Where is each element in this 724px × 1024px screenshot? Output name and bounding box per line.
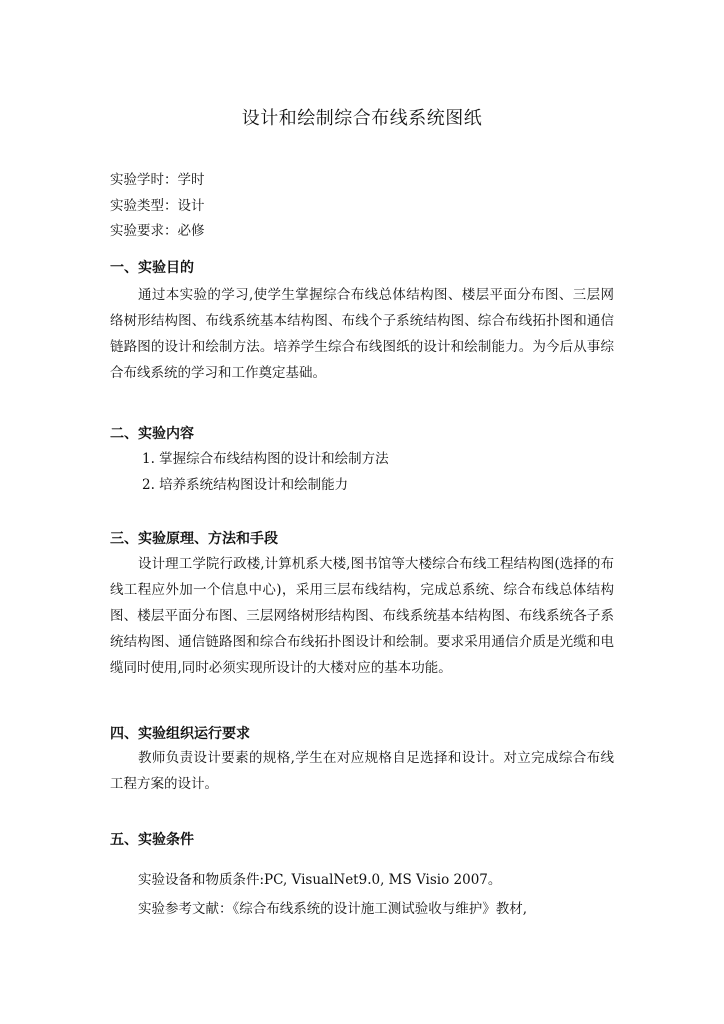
meta-type: 实验类型：设计 [110,198,205,214]
content-item-2: 2. 培养系统结构图设计和绘制能力 [142,477,349,493]
content-item-1: 1. 掌握综合布线结构图的设计和绘制方法 [142,451,389,467]
section-paragraph-principle: 设计理工学院行政楼,计算机系大楼,图书馆等大楼综合布线工程结构图(选择的布线工程应外加一个信息中心)，采用三层布线结构，完成总系统、综合布线总体结构图、楼层平面分布图、三层网络树形结构图、布线系统基本结构图、布线系统各子系统结构图、通信链路图和综合布线拓扑图设计和绘制。要求采用通信介质是光缆和电缆同时使用,同时必须实现所设计的大楼对应的基本功能。 [110,556,614,676]
meta-requirement: 实验要求：必修 [110,223,205,239]
conditions-equipment: 实验设备和物质条件:PC, VisualNet9.0, MS Visio 2007。 [138,872,502,888]
section-heading-principle: 三、实验原理、方法和手段 [110,531,278,547]
page-title: 设计和绘制综合布线系统图纸 [241,108,483,129]
section-paragraph-objective: 通过本实验的学习,使学生掌握综合布线总体结构图、楼层平面分布图、三层网络树形结构图、布线系统基本结构图、布线个子系统结构图、综合布线拓扑图和通信链路图的设计和绘制方法。培养学生综合布线图纸的设计和绘制能力。为今后从事综合布线系统的学习和工作奠定基础。 [110,287,614,381]
conditions-references: 实验参考文献：《综合布线系统的设计施工测试验收与维护》教材, [138,901,528,917]
section-paragraph-organization: 教师负责设计要素的规格,学生在对应规格自足选择和设计。对立完成综合布线工程方案的设计。 [110,750,614,792]
meta-hours: 实验学时：学时 [110,172,205,188]
section-heading-conditions: 五、实验条件 [110,832,194,848]
section-heading-content: 二、实验内容 [110,426,194,442]
section-heading-organization: 四、实验组织运行要求 [110,726,250,742]
section-heading-objective: 一、实验目的 [110,260,194,276]
